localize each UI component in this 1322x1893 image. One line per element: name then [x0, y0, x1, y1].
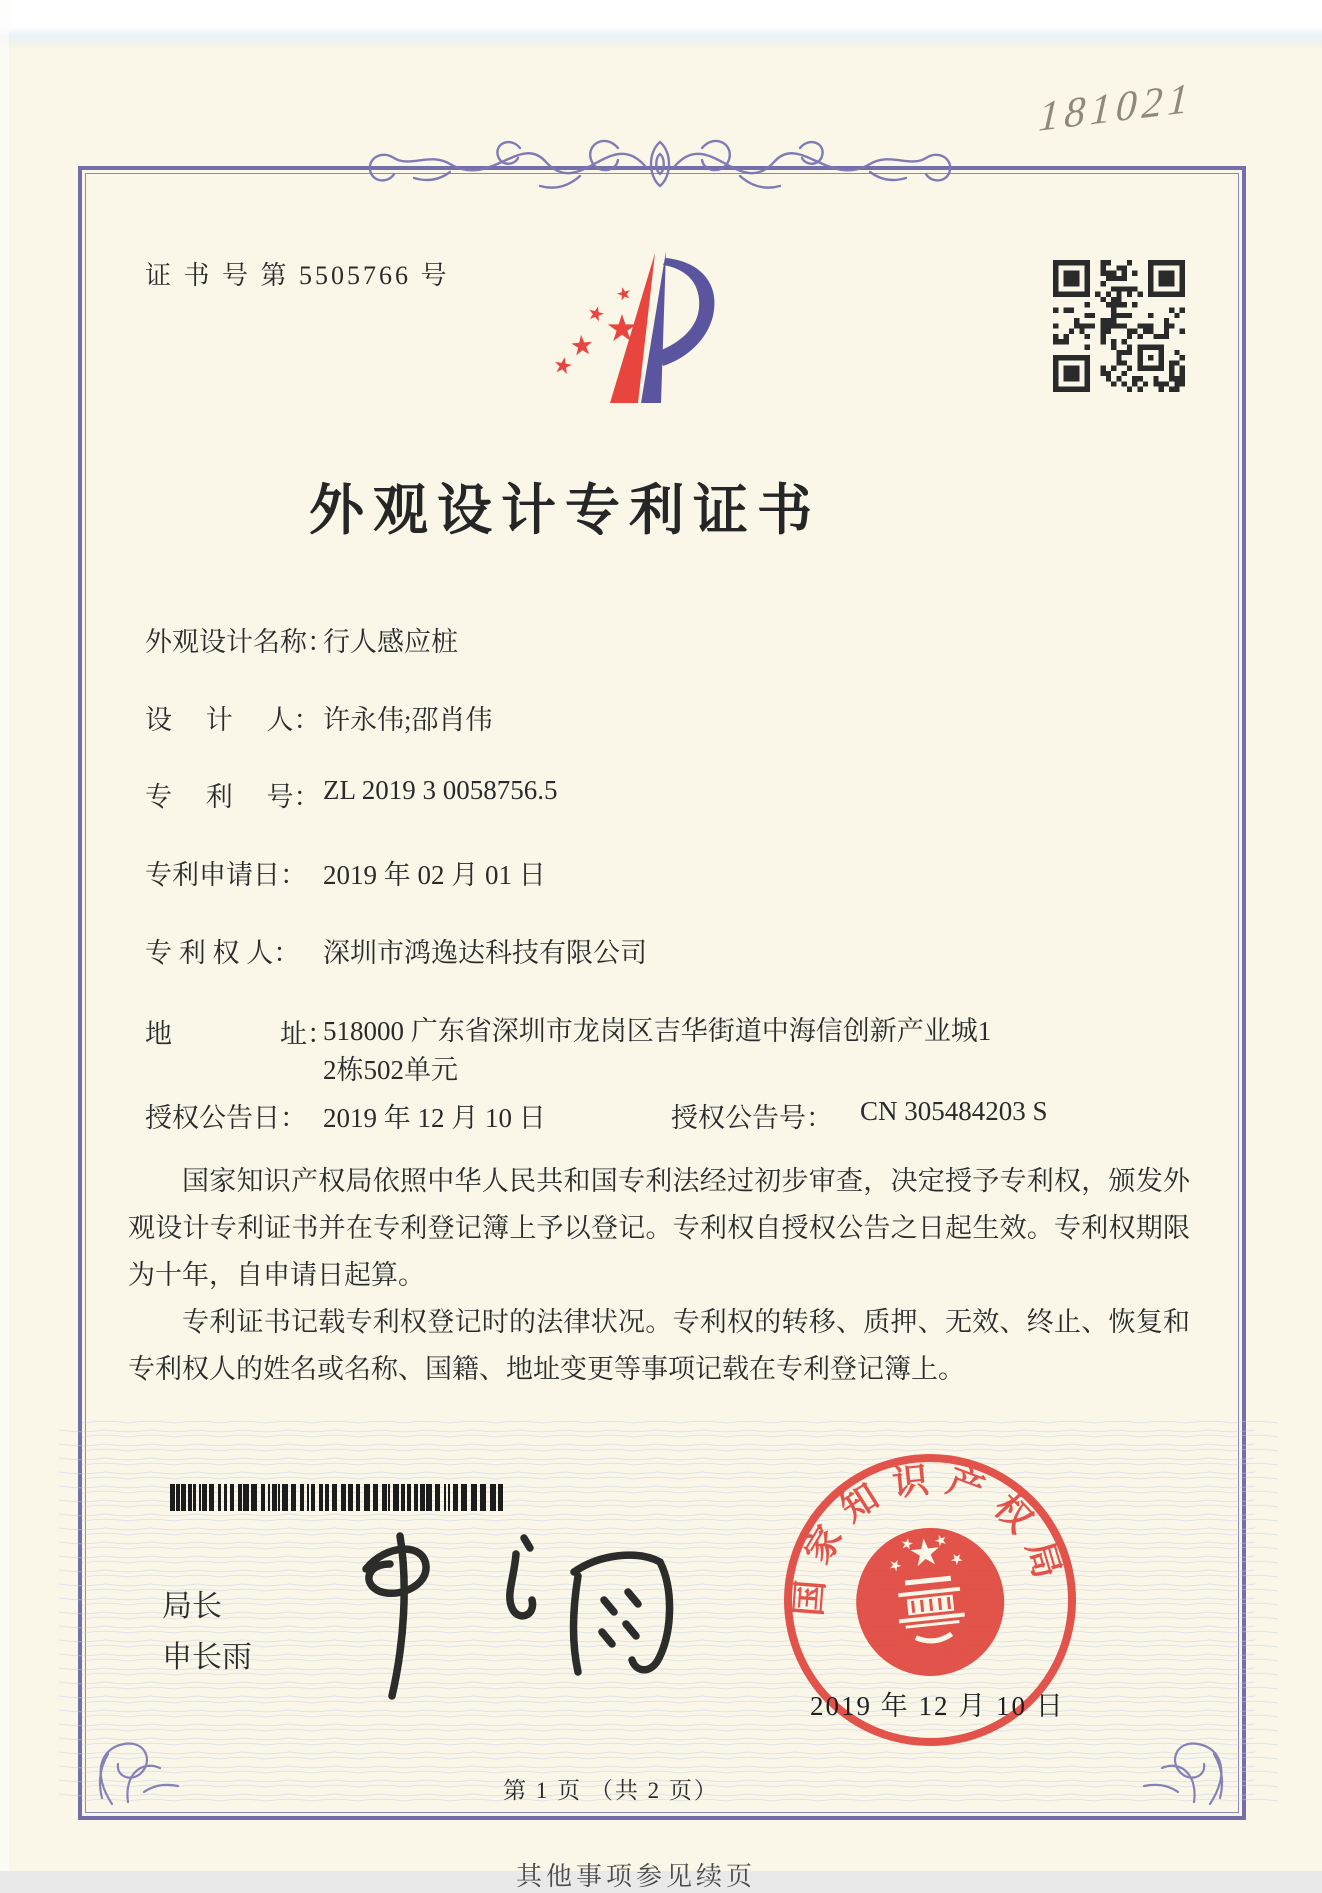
field-value: 许永伟;邵肖伟 — [323, 705, 493, 735]
handwritten-note: 181021 — [1037, 75, 1195, 141]
next-page-hint-cutoff: 其他事项参见续页 — [516, 1862, 757, 1891]
paragraph-1: 国家知识产权局依照中华人民共和国专利法经过初步审查，决定授予专利权，颁发外观设计专利证书并在专利登记簿上予以登记。专利权自授权公告之日起生效。专利权期限为十年，自申请日起算。 — [128, 1166, 1190, 1290]
signatory-name: 申长雨 — [162, 1641, 252, 1674]
field-label: 专 利 权 人： — [145, 938, 301, 968]
page-title: 外观设计专利证书 — [308, 480, 821, 541]
director-signature-icon — [338, 1524, 688, 1709]
address-line-2: 2栋502单元 — [323, 1055, 458, 1085]
address-line-1: 518000 广东省深圳市龙岗区吉华街道中海信创新产业城1 — [323, 1016, 992, 1046]
field-row-patent-no — [145, 775, 1205, 814]
field-label: 地 址： — [145, 1019, 334, 1049]
field-label: 外观设计名称： — [145, 627, 334, 657]
field-row-filing-date — [145, 853, 1205, 892]
field-label: 专 利 号： — [145, 782, 321, 812]
field-row-address — [145, 1012, 1205, 1085]
scan-top-strip — [0, 0, 1322, 48]
field-row-designer — [145, 698, 1205, 737]
cnipa-logo-icon — [553, 246, 723, 411]
qr-code-icon — [1053, 260, 1185, 392]
legal-text-block — [128, 1158, 1190, 1393]
page-footer: 第 1 页 （共 2 页） — [503, 1778, 719, 1803]
field-value: CN 305484203 S — [860, 1096, 1048, 1126]
field-row-design-name — [145, 620, 1205, 659]
signatory-title: 局长 — [162, 1590, 222, 1623]
barcode-icon — [170, 1484, 502, 1511]
field-value: 2019 年 12 月 10 日 — [323, 1103, 546, 1133]
seal-arc-text: 国家知识产权局 — [788, 1458, 1072, 1618]
field-value: 行人感应桩 — [323, 627, 458, 657]
seal-date: 2019 年 12 月 10 日 — [810, 1691, 1065, 1721]
national-emblem-icon — [849, 1521, 1012, 1684]
logo-p-loop — [659, 258, 715, 366]
field-label: 授权公告日： — [145, 1103, 307, 1133]
field-value — [323, 1012, 991, 1090]
field-label: 授权公告号： — [671, 1103, 833, 1133]
top-flourish-ornament-icon — [330, 106, 990, 226]
field-value: 深圳市鸿逸达科技有限公司 — [323, 938, 647, 968]
paragraph-2: 专利证书记载专利权登记时的法律状况。专利权的转移、质押、无效、终止、恢复和专利权人的姓名或名称、国籍、地址变更等事项记载在专利登记簿上。 — [128, 1307, 1190, 1384]
scan-left-edge — [0, 0, 9, 1871]
field-label: 专利申请日： — [145, 860, 307, 890]
field-value: 2019 年 02 月 01 日 — [323, 860, 546, 890]
field-row-patentee — [145, 931, 1205, 970]
field-value: ZL 2019 3 0058756.5 — [323, 775, 558, 805]
certificate-number: 证 书 号 第 5505766 号 — [145, 261, 450, 290]
field-row-grant — [145, 1096, 1205, 1135]
field-label: 设 计 人： — [145, 705, 321, 735]
